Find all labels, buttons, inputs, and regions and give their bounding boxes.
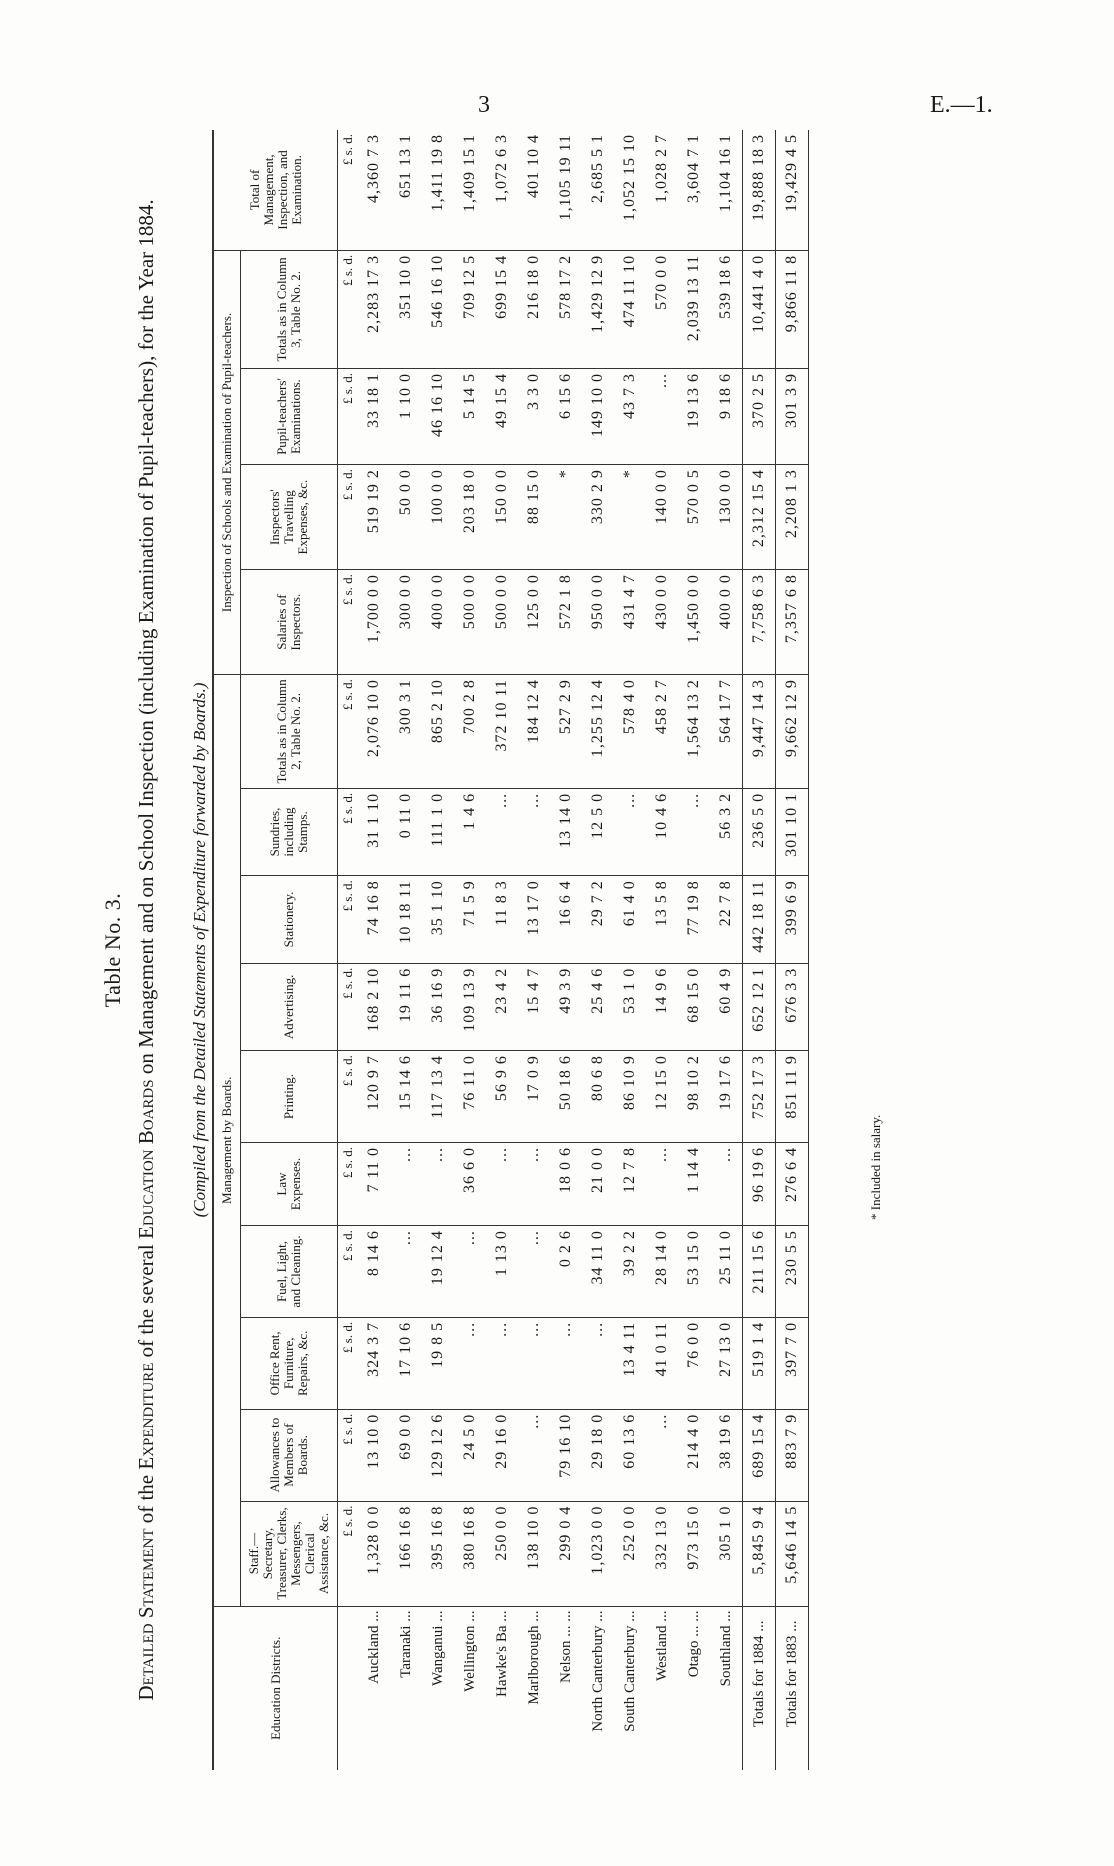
- table-cell: 68 15 0: [678, 963, 710, 1050]
- group-header-management: Management by Boards.: [213, 675, 241, 1606]
- table-cell: 250 0 0: [486, 1501, 518, 1606]
- unit-label: £ s. d.: [338, 1051, 359, 1143]
- table-cell: 1 13 0: [486, 1226, 518, 1318]
- table-cell: 216 18 0: [518, 250, 550, 368]
- col-header-4: Fuel, Light, and Cleaning.: [241, 1226, 338, 1318]
- table-subheading: (Compiled from the Detailed Statements of Expenditure forwarded by Boards.): [190, 682, 209, 1218]
- table-cell: 1,072 6 3: [486, 130, 518, 250]
- table-cell: 474 11 10: [614, 250, 646, 368]
- table-cell: 458 2 7: [646, 675, 678, 789]
- totals-cell: 652 12 1: [743, 963, 776, 1050]
- table-cell: 14 9 6: [646, 963, 678, 1050]
- table-cell: 500 0 0: [454, 570, 486, 675]
- table-cell: ...: [614, 788, 646, 875]
- col-header-3: Office Rent, Furniture, Repairs, &c.: [241, 1317, 338, 1409]
- table-cell: 1,104 16 1: [710, 130, 743, 250]
- table-cell: 1,564 13 2: [678, 675, 710, 789]
- table-cell: 973 15 0: [678, 1501, 710, 1606]
- table-row: [390, 130, 422, 1770]
- table-cell: 22 7 8: [710, 876, 743, 963]
- totals-cell: 442 18 11: [743, 876, 776, 963]
- table-cell: 8 14 6: [358, 1226, 390, 1318]
- table-cell: 519 19 2: [358, 465, 390, 570]
- table-cell: 203 18 0: [454, 465, 486, 570]
- unit-label: £ s. d.: [338, 1501, 359, 1606]
- table-cell: 2,685 5 1: [582, 130, 614, 250]
- district-name: Wanganui ...: [429, 1610, 446, 1686]
- table-cell: 651 13 1: [390, 130, 422, 250]
- totals-cell: 276 6 4: [776, 1143, 809, 1226]
- table-cell: 1,409 15 1: [454, 130, 486, 250]
- table-cell: 570 0 5: [678, 465, 710, 570]
- totals-cell: 851 11 9: [776, 1051, 809, 1143]
- totals-cell: 752 17 3: [743, 1051, 776, 1143]
- table-cell: 10 4 6: [646, 788, 678, 875]
- table-cell: 430 0 0: [646, 570, 678, 675]
- table-row: [358, 130, 390, 1770]
- totals-cell: 397 7 0: [776, 1317, 809, 1409]
- table-cell: ...: [422, 1143, 454, 1226]
- table-cell: 300 3 1: [390, 675, 422, 789]
- table-cell: ...: [486, 1143, 518, 1226]
- table-cell: 564 17 7: [710, 675, 743, 789]
- table-cell: 0 2 6: [550, 1226, 582, 1318]
- unit-label: £ s. d.: [338, 1226, 359, 1318]
- table-cell: ...: [486, 1317, 518, 1409]
- table-cell: 23 4 2: [486, 963, 518, 1050]
- table-cell: 86 10 9: [614, 1051, 646, 1143]
- table-cell: ...: [646, 1409, 678, 1501]
- table-cell: ...: [678, 788, 710, 875]
- table-cell: 69 0 0: [390, 1409, 422, 1501]
- table-cell: 138 10 0: [518, 1501, 550, 1606]
- col-header-6: Printing.: [241, 1051, 338, 1143]
- table-cell: 43 7 3: [614, 368, 646, 464]
- table-cell: 578 4 0: [614, 675, 646, 789]
- heading-boards: Education Boards: [134, 1079, 158, 1239]
- table-cell: 1,105 19 11: [550, 130, 582, 250]
- district-name: Auckland ...: [365, 1610, 382, 1684]
- group-header-inspection: Inspection of Schools and Examination of Pupil-teachers.: [213, 250, 241, 674]
- table-cell: ...: [646, 368, 678, 464]
- table-cell: ...: [710, 1143, 743, 1226]
- table-cell: 570 0 0: [646, 250, 678, 368]
- table-cell: 17 10 6: [390, 1317, 422, 1409]
- table-cell: 12 5 0: [582, 788, 614, 875]
- table-cell: 2,039 13 11: [678, 250, 710, 368]
- totals-cell: 2,208 1 3: [776, 465, 809, 570]
- totals-cell: 2,312 15 4: [743, 465, 776, 570]
- table-cell: 11 8 3: [486, 876, 518, 963]
- totals-cell: 230 5 5: [776, 1226, 809, 1318]
- table-cell: 19 11 6: [390, 963, 422, 1050]
- col-header-10: Totals as in Column 2, Table No. 2.: [241, 675, 338, 789]
- heading-mid2: of the several: [134, 1238, 158, 1363]
- unit-label: £ s. d.: [338, 130, 359, 250]
- table-cell: 29 16 0: [486, 1409, 518, 1501]
- table-cell: 38 19 6: [710, 1409, 743, 1501]
- table-cell: 35 1 10: [422, 876, 454, 963]
- table-row: [486, 130, 518, 1770]
- table-cell: 865 2 10: [422, 675, 454, 789]
- table-cell: 60 13 6: [614, 1409, 646, 1501]
- totals-row: [743, 130, 776, 1770]
- table-cell: 3 3 0: [518, 368, 550, 464]
- district-name: Nelson ... ...: [557, 1610, 574, 1684]
- table-cell: ...: [550, 1317, 582, 1409]
- table-cell: 117 13 4: [422, 1051, 454, 1143]
- table-cell: 129 12 6: [422, 1409, 454, 1501]
- table-row: [454, 130, 486, 1770]
- district-name: South Canterbury ...: [621, 1610, 638, 1732]
- table-cell: 184 12 4: [518, 675, 550, 789]
- table-cell: 18 0 6: [550, 1143, 582, 1226]
- table-cell: 5 14 5: [454, 368, 486, 464]
- table-cell: 21 0 0: [582, 1143, 614, 1226]
- totals-cell: 19,888 18 3: [743, 130, 776, 250]
- table-cell: ...: [518, 1409, 550, 1501]
- table-cell: 71 5 9: [454, 876, 486, 963]
- table-cell: 150 0 0: [486, 465, 518, 570]
- unit-label: £ s. d.: [338, 788, 359, 875]
- table-cell: 88 15 0: [518, 465, 550, 570]
- totals-cell: 236 5 0: [743, 788, 776, 875]
- col-header-7: Advertising.: [241, 963, 338, 1050]
- table-cell: 6 15 6: [550, 368, 582, 464]
- totals-cell: 7,758 6 3: [743, 570, 776, 675]
- table-cell: 330 2 9: [582, 465, 614, 570]
- district-name: Hawke's Ba ...: [493, 1610, 510, 1697]
- table-cell: 3,604 7 1: [678, 130, 710, 250]
- table-cell: 380 16 8: [454, 1501, 486, 1606]
- table-cell: 332 13 0: [646, 1501, 678, 1606]
- unit-label: £ s. d.: [338, 675, 359, 789]
- table-cell: 29 7 2: [582, 876, 614, 963]
- table-cell: 76 0 0: [678, 1317, 710, 1409]
- expenditure-table: [212, 130, 809, 1770]
- table-cell: 168 2 10: [358, 963, 390, 1050]
- table-cell: ...: [454, 1317, 486, 1409]
- table-cell: 1,411 19 8: [422, 130, 454, 250]
- table-cell: 1,028 2 7: [646, 130, 678, 250]
- table-cell: 15 4 7: [518, 963, 550, 1050]
- totals-cell: 9,447 14 3: [743, 675, 776, 789]
- totals-cell: 301 3 9: [776, 368, 809, 464]
- table-cell: 100 0 0: [422, 465, 454, 570]
- district-name: North Canterbury ...: [589, 1610, 606, 1732]
- table-cell: 13 10 0: [358, 1409, 390, 1501]
- table-cell: 56 9 6: [486, 1051, 518, 1143]
- table-cell: 109 13 9: [454, 963, 486, 1050]
- table-cell: 1,450 0 0: [678, 570, 710, 675]
- table-cell: ...: [486, 788, 518, 875]
- table-cell: 1 4 6: [454, 788, 486, 875]
- totals-cell: 399 6 9: [776, 876, 809, 963]
- page-number: 3: [478, 92, 490, 118]
- table-cell: 1 10 0: [390, 368, 422, 464]
- table-cell: 111 1 0: [422, 788, 454, 875]
- table-cell: 98 10 2: [678, 1051, 710, 1143]
- table-row: [550, 130, 582, 1770]
- table-cell: 50 18 6: [550, 1051, 582, 1143]
- totals-label: Totals for 1884 ...: [743, 1606, 776, 1770]
- table-cell: 50 0 0: [390, 465, 422, 570]
- table-cell: 305 1 0: [710, 1501, 743, 1606]
- table-cell: 395 16 8: [422, 1501, 454, 1606]
- table-cell: 34 11 0: [582, 1226, 614, 1318]
- table-row: [710, 130, 743, 1770]
- table-cell: 28 14 0: [646, 1226, 678, 1318]
- district-name: Westland ...: [653, 1610, 670, 1681]
- table-cell: 19 12 4: [422, 1226, 454, 1318]
- table-cell: 372 10 11: [486, 675, 518, 789]
- totals-cell: 689 15 4: [743, 1409, 776, 1501]
- unit-label: £ s. d.: [338, 876, 359, 963]
- table-row: [422, 130, 454, 1770]
- totals-cell: 676 3 3: [776, 963, 809, 1050]
- table-cell: 120 9 7: [358, 1051, 390, 1143]
- table-cell: 76 11 0: [454, 1051, 486, 1143]
- table-row: [518, 130, 550, 1770]
- table-cell: 578 17 2: [550, 250, 582, 368]
- table-cell: 12 7 8: [614, 1143, 646, 1226]
- table-row: [646, 130, 678, 1770]
- totals-label: Totals for 1883 ...: [776, 1606, 809, 1770]
- table-cell: 25 11 0: [710, 1226, 743, 1318]
- table-cell: 13 17 0: [518, 876, 550, 963]
- district-name: Wellington ...: [461, 1610, 478, 1692]
- unit-label: £ s. d.: [338, 1317, 359, 1409]
- unit-label: £ s. d.: [338, 368, 359, 464]
- table-cell: 39 2 2: [614, 1226, 646, 1318]
- table-cell: 252 0 0: [614, 1501, 646, 1606]
- table-cell: 4,360 7 3: [358, 130, 390, 250]
- footnote: * Included in salary.: [868, 1114, 883, 1220]
- totals-cell: 9,662 12 9: [776, 675, 809, 789]
- document-code: E.—1.: [930, 92, 993, 118]
- unit-label: £ s. d.: [338, 570, 359, 675]
- table-cell: ...: [518, 1143, 550, 1226]
- col-header-grand-total: Total of Management, Inspection, and Examination.: [213, 130, 338, 250]
- totals-cell: 7,357 6 8: [776, 570, 809, 675]
- table-cell: 74 16 8: [358, 876, 390, 963]
- col-header-districts: Education Districts.: [213, 1606, 338, 1770]
- table-cell: 27 13 0: [710, 1317, 743, 1409]
- unit-label: £ s. d.: [338, 1143, 359, 1226]
- table-cell: 1,328 0 0: [358, 1501, 390, 1606]
- col-header-14: Totals as in Column 3, Table No. 2.: [241, 250, 338, 368]
- table-label: Table No. 3.: [100, 892, 125, 1008]
- table-cell: 9 18 6: [710, 368, 743, 464]
- table-cell: ...: [518, 1317, 550, 1409]
- table-cell: 53 1 0: [614, 963, 646, 1050]
- table-cell: 2,076 10 0: [358, 675, 390, 789]
- table-cell: 149 10 0: [582, 368, 614, 464]
- table-cell: 10 18 11: [390, 876, 422, 963]
- table-cell: 0 11 0: [390, 788, 422, 875]
- table-cell: 324 3 7: [358, 1317, 390, 1409]
- table-cell: 1 14 4: [678, 1143, 710, 1226]
- table-cell: 41 0 11: [646, 1317, 678, 1409]
- unit-label: £ s. d.: [338, 963, 359, 1050]
- unit-label: £ s. d.: [338, 250, 359, 368]
- table-cell: 1,700 0 0: [358, 570, 390, 675]
- district-name: Southland ...: [717, 1610, 734, 1687]
- table-cell: 13 5 8: [646, 876, 678, 963]
- totals-cell: 301 10 1: [776, 788, 809, 875]
- district-name: Marlborough ...: [525, 1610, 542, 1705]
- table-cell: 12 15 0: [646, 1051, 678, 1143]
- table-cell: 527 2 9: [550, 675, 582, 789]
- district-name: Taranaki ...: [397, 1610, 414, 1678]
- table-cell: 31 1 10: [358, 788, 390, 875]
- table-cell: 15 14 6: [390, 1051, 422, 1143]
- totals-cell: 370 2 5: [743, 368, 776, 464]
- table-cell: 49 3 9: [550, 963, 582, 1050]
- table-row: [582, 130, 614, 1770]
- table-cell: 699 15 4: [486, 250, 518, 368]
- table-cell: ...: [646, 1143, 678, 1226]
- table-cell: 49 15 4: [486, 368, 518, 464]
- table-cell: ...: [454, 1226, 486, 1318]
- table-cell: 19 17 6: [710, 1051, 743, 1143]
- totals-cell: 9,866 11 8: [776, 250, 809, 368]
- totals-cell: 5,845 9 4: [743, 1501, 776, 1606]
- table-cell: 351 10 0: [390, 250, 422, 368]
- totals-cell: 211 15 6: [743, 1226, 776, 1318]
- table-cell: 53 15 0: [678, 1226, 710, 1318]
- col-header-5: Law Expenses.: [241, 1143, 338, 1226]
- heading-lead: Detailed Statement: [134, 1528, 158, 1701]
- table-cell: 7 11 0: [358, 1143, 390, 1226]
- table-row: [678, 130, 710, 1770]
- table-cell: 1,052 15 10: [614, 130, 646, 250]
- table-cell: ...: [582, 1317, 614, 1409]
- unit-label: £ s. d.: [338, 1409, 359, 1501]
- table-row: [614, 130, 646, 1770]
- table-cell: 33 18 1: [358, 368, 390, 464]
- table-cell: 400 0 0: [710, 570, 743, 675]
- table-cell: 1,255 12 4: [582, 675, 614, 789]
- table-cell: 13 14 0: [550, 788, 582, 875]
- table-cell: 130 0 0: [710, 465, 743, 570]
- table-cell: 300 0 0: [390, 570, 422, 675]
- table-cell: 60 4 9: [710, 963, 743, 1050]
- table-cell: 16 6 4: [550, 876, 582, 963]
- table-cell: 572 1 8: [550, 570, 582, 675]
- col-header-11: Salaries of Inspectors.: [241, 570, 338, 675]
- table-cell: 140 0 0: [646, 465, 678, 570]
- heading-rest: on Management and on School Inspection (including Examination of Pupil-teachers), for the Year 1884.: [134, 199, 158, 1080]
- table-cell: 431 4 7: [614, 570, 646, 675]
- unit-label: £ s. d.: [338, 465, 359, 570]
- totals-cell: 10,441 4 0: [743, 250, 776, 368]
- totals-cell: 883 7 9: [776, 1409, 809, 1501]
- table-cell: *: [550, 465, 582, 570]
- totals-cell: 19,429 4 5: [776, 130, 809, 250]
- table-cell: 125 0 0: [518, 570, 550, 675]
- rotated-table-block: [60, 120, 940, 1780]
- col-header-1: Staff.— Secretary, Treasurer, Clerks, Messengers, Clerical Assistance, &c.: [241, 1501, 338, 1606]
- table-cell: 299 0 4: [550, 1501, 582, 1606]
- table-cell: 36 16 9: [422, 963, 454, 1050]
- table-cell: 13 4 11: [614, 1317, 646, 1409]
- table-cell: 36 6 0: [454, 1143, 486, 1226]
- table-cell: 709 12 5: [454, 250, 486, 368]
- table-cell: 1,023 0 0: [582, 1501, 614, 1606]
- table-cell: 539 18 6: [710, 250, 743, 368]
- table-cell: *: [614, 465, 646, 570]
- totals-row: [776, 130, 809, 1770]
- col-header-9: Sundries, including Stamps.: [241, 788, 338, 875]
- table-cell: 19 8 5: [422, 1317, 454, 1409]
- heading-mid1: of the: [134, 1469, 158, 1529]
- table-cell: 77 19 8: [678, 876, 710, 963]
- heading-expenditure: Expenditure: [134, 1362, 158, 1470]
- table-cell: 1,429 12 9: [582, 250, 614, 368]
- table-cell: 46 16 10: [422, 368, 454, 464]
- table-cell: 25 4 6: [582, 963, 614, 1050]
- table-cell: 17 0 9: [518, 1051, 550, 1143]
- table-cell: ...: [518, 1226, 550, 1318]
- table-cell: ...: [390, 1226, 422, 1318]
- table-cell: 546 16 10: [422, 250, 454, 368]
- totals-cell: 96 19 6: [743, 1143, 776, 1226]
- table-cell: 400 0 0: [422, 570, 454, 675]
- col-header-12: Inspectors' Travelling Expenses, &c.: [241, 465, 338, 570]
- table-cell: 24 5 0: [454, 1409, 486, 1501]
- totals-cell: 5,646 14 5: [776, 1501, 809, 1606]
- table-cell: 700 2 8: [454, 675, 486, 789]
- col-header-13: Pupil-teachers' Examinations.: [241, 368, 338, 464]
- district-name: Otago ... ...: [685, 1610, 702, 1678]
- col-header-8: Stationery.: [241, 876, 338, 963]
- col-header-2: Allowances to Members of Boards.: [241, 1409, 338, 1501]
- table-cell: 2,283 17 3: [358, 250, 390, 368]
- table-cell: 401 10 4: [518, 130, 550, 250]
- table-cell: 166 16 8: [390, 1501, 422, 1606]
- table-cell: 19 13 6: [678, 368, 710, 464]
- table-cell: 950 0 0: [582, 570, 614, 675]
- table-cell: ...: [390, 1143, 422, 1226]
- totals-cell: 519 1 4: [743, 1317, 776, 1409]
- table-cell: 29 18 0: [582, 1409, 614, 1501]
- table-cell: 79 16 10: [550, 1409, 582, 1501]
- table-cell: 56 3 2: [710, 788, 743, 875]
- table-cell: 500 0 0: [486, 570, 518, 675]
- table-cell: 80 6 8: [582, 1051, 614, 1143]
- table-cell: 214 4 0: [678, 1409, 710, 1501]
- table-cell: 61 4 0: [614, 876, 646, 963]
- table-heading: [134, 150, 158, 1750]
- table-cell: ...: [518, 788, 550, 875]
